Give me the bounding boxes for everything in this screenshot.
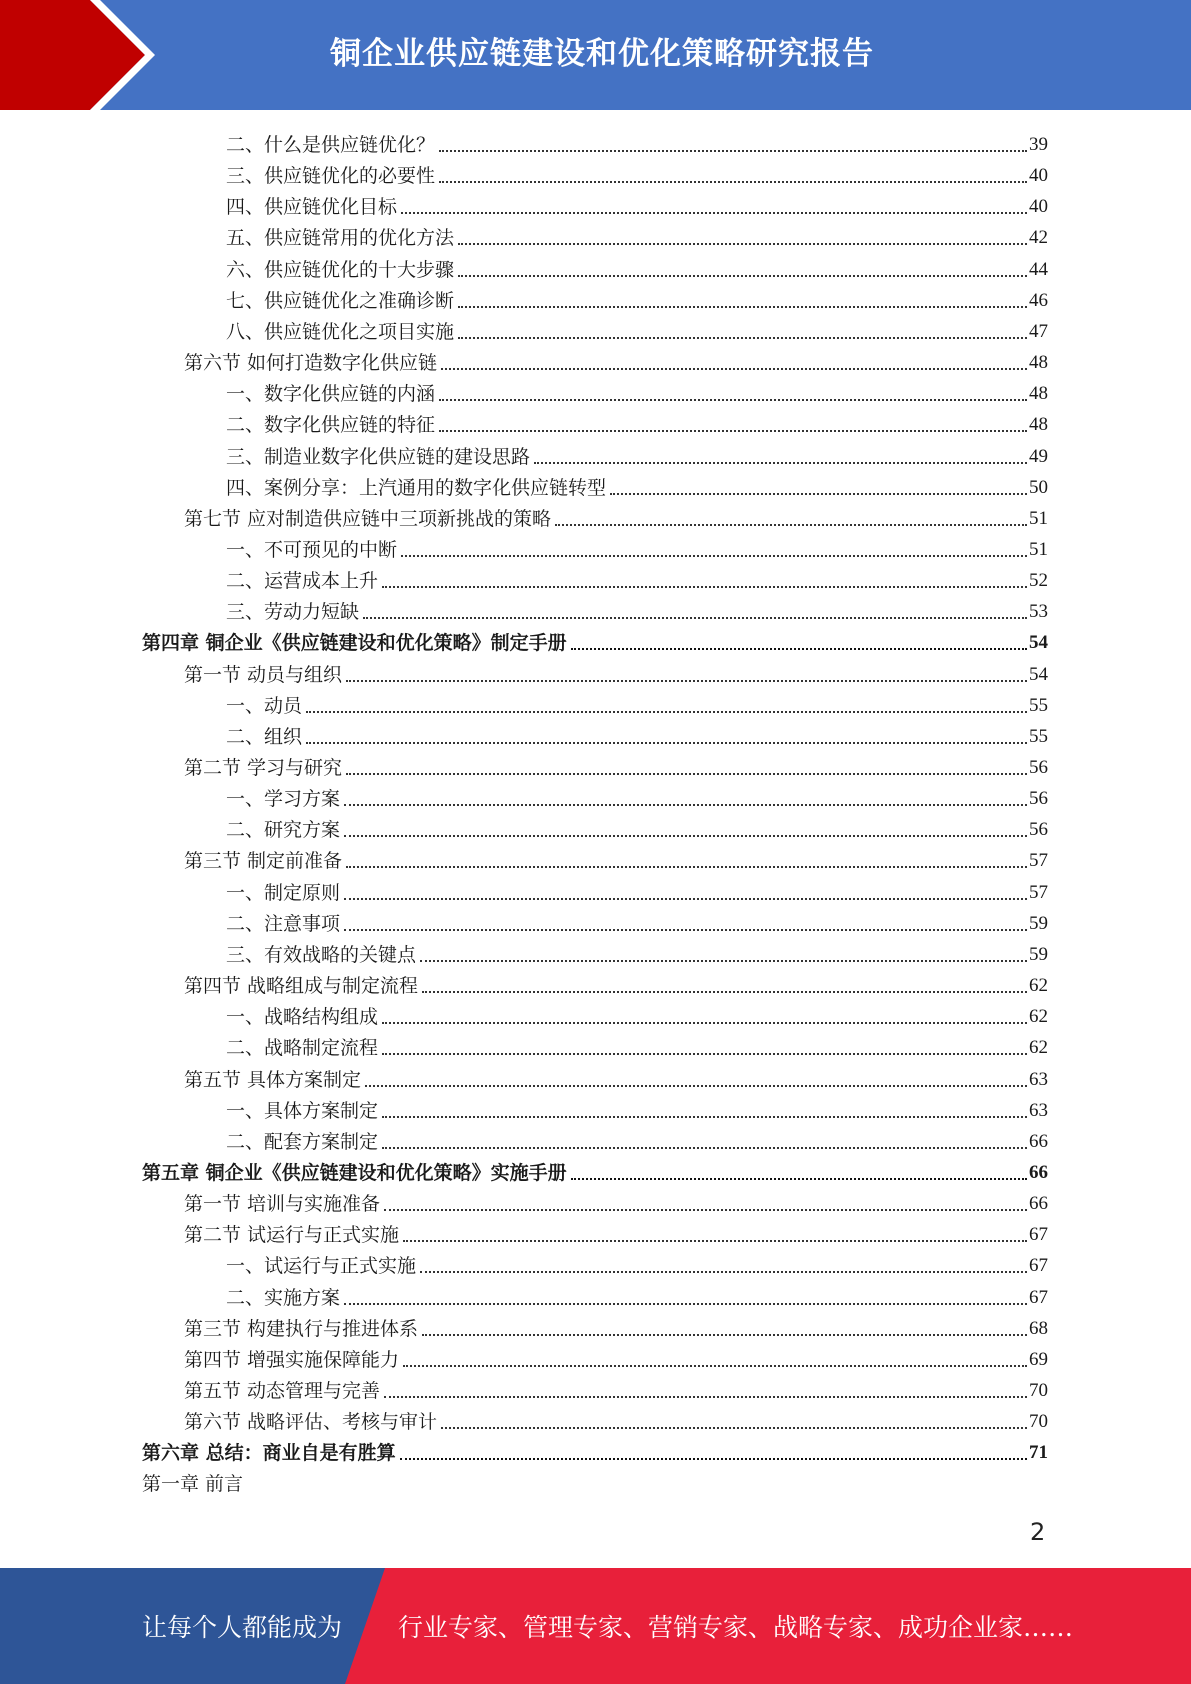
toc-dot-leader xyxy=(344,898,1027,900)
toc-entry-page: 57 xyxy=(1029,850,1048,872)
toc-dot-leader xyxy=(382,1147,1027,1149)
toc-entry-label: 一、战略结构组成 xyxy=(226,1006,379,1029)
toc-entry-page: 68 xyxy=(1029,1317,1048,1339)
toc-entry-label: 二、实施方案 xyxy=(226,1286,341,1309)
toc-entry-label: 第五章 铜企业《供应链建设和优化策略》实施手册 xyxy=(142,1161,567,1184)
toc-dot-leader xyxy=(382,1053,1027,1055)
toc-entry[interactable] xyxy=(226,190,1048,220)
toc-dot-leader xyxy=(441,368,1027,370)
toc-entry-label: 三、供应链优化的必要性 xyxy=(226,165,436,188)
toc-dot-leader xyxy=(306,711,1027,713)
toc-entry[interactable] xyxy=(184,1063,1048,1093)
toc-dot-leader xyxy=(420,1271,1027,1273)
toc-dot-leader xyxy=(346,866,1027,868)
toc-entry-label: 四、供应链优化目标 xyxy=(226,196,398,219)
toc-entry[interactable] xyxy=(226,159,1048,189)
toc-entry-label: 一、动员 xyxy=(226,694,303,717)
toc-entry[interactable] xyxy=(226,720,1048,750)
toc-entry[interactable] xyxy=(226,876,1048,906)
toc-entry[interactable] xyxy=(184,844,1048,874)
toc-entry-page: 67 xyxy=(1029,1286,1048,1308)
toc-entry-label: 三、劳动力短缺 xyxy=(226,601,360,624)
toc-dot-leader xyxy=(403,1365,1027,1367)
toc-dot-leader xyxy=(306,742,1027,744)
toc-entry-page: 56 xyxy=(1029,788,1048,810)
toc-entry-page: 50 xyxy=(1029,476,1048,498)
toc-dot-leader xyxy=(439,150,1027,152)
toc-entry-page: 62 xyxy=(1029,975,1048,997)
footer-motto-left: 让每个人都能成为 xyxy=(142,1613,343,1642)
toc-entry-label: 二、研究方案 xyxy=(226,819,341,842)
toc-entry[interactable] xyxy=(226,564,1048,594)
toc-dot-leader xyxy=(400,1458,1027,1460)
toc-entry-label: 七、供应链优化之准确诊断 xyxy=(226,289,455,312)
toc-entry[interactable] xyxy=(226,1125,1048,1155)
toc-dot-leader xyxy=(441,1427,1027,1429)
toc-entry-page: 59 xyxy=(1029,912,1048,934)
toc-dot-leader xyxy=(458,275,1027,277)
toc-dot-leader xyxy=(346,680,1027,682)
toc-dot-leader xyxy=(571,1178,1027,1180)
toc-dot-leader xyxy=(344,804,1027,806)
toc-dot-leader xyxy=(382,586,1027,588)
toc-entry-page: 42 xyxy=(1029,227,1048,249)
toc-entry-label: 第七节 应对制造供应链中三项新挑战的策略 xyxy=(184,507,552,530)
toc-dot-leader xyxy=(458,337,1027,339)
toc-entry-page: 39 xyxy=(1029,134,1048,155)
toc-entry-label: 六、供应链优化的十大步骤 xyxy=(226,258,455,281)
toc-entry-label: 第五节 具体方案制定 xyxy=(184,1068,362,1091)
toc-entry[interactable] xyxy=(226,128,1048,158)
toc-entry[interactable] xyxy=(226,377,1048,407)
toc-dot-leader xyxy=(555,524,1027,526)
toc-dot-leader xyxy=(363,617,1027,619)
toc-entry[interactable] xyxy=(184,658,1048,688)
toc-dot-leader xyxy=(439,399,1027,401)
toc-entry[interactable] xyxy=(226,1000,1048,1030)
toc-dot-leader xyxy=(344,835,1027,837)
toc-entry-label: 第三节 制定前准备 xyxy=(184,850,343,873)
toc-dot-leader xyxy=(382,1116,1027,1118)
toc-entry-page: 62 xyxy=(1029,1006,1048,1028)
toc-entry-label: 一、不可预见的中断 xyxy=(226,538,398,561)
toc-entry-page: 48 xyxy=(1029,352,1048,374)
toc-entry-label: 第六节 战略评估、考核与审计 xyxy=(184,1411,438,1434)
toc-dot-leader xyxy=(422,991,1027,993)
toc-dot-leader xyxy=(420,960,1027,962)
red-chevron-icon xyxy=(0,0,160,110)
toc-entry-label: 第二节 学习与研究 xyxy=(184,757,343,779)
toc-entry-page: 71 xyxy=(1029,1442,1048,1464)
toc-dot-leader xyxy=(384,1209,1027,1211)
toc-dot-leader xyxy=(571,648,1027,650)
toc-entry-page: 55 xyxy=(1029,694,1048,716)
toc-entry-label: 八、供应链优化之项目实施 xyxy=(226,320,455,343)
toc-entry-label: 第一节 动员与组织 xyxy=(184,663,343,686)
toc-entry-label: 五、供应链常用的优化方法 xyxy=(226,227,455,250)
toc-entry-page: 51 xyxy=(1029,507,1048,529)
toc-entry-label: 二、配套方案制定 xyxy=(226,1130,379,1153)
toc-entry[interactable] xyxy=(226,408,1048,438)
toc-entry[interactable] xyxy=(142,1156,1048,1186)
toc-entry-page: 40 xyxy=(1029,165,1048,187)
toc-entry[interactable] xyxy=(226,1031,1048,1061)
toc-entry[interactable] xyxy=(226,938,1048,968)
toc-entry-page: 54 xyxy=(1029,632,1048,654)
toc-entry-page: 67 xyxy=(1029,1224,1048,1246)
toc-entry-page: 70 xyxy=(1029,1380,1048,1401)
page-footer xyxy=(0,1568,1191,1684)
toc-entry-label: 二、运营成本上升 xyxy=(226,570,379,593)
toc-entry[interactable] xyxy=(184,1374,1048,1404)
toc-dot-leader xyxy=(344,1303,1027,1305)
toc-entry-label: 第三节 构建执行与推进体系 xyxy=(184,1317,419,1340)
toc-dot-leader xyxy=(458,306,1027,308)
toc-entry[interactable] xyxy=(226,1094,1048,1124)
toc-entry[interactable] xyxy=(226,1249,1048,1279)
toc-entry-page: 59 xyxy=(1029,943,1048,965)
toc-entry[interactable] xyxy=(226,221,1048,251)
toc-dot-leader xyxy=(422,1334,1027,1336)
toc-entry-page: 46 xyxy=(1029,289,1048,311)
toc-entry-label: 一、数字化供应链的内涵 xyxy=(226,383,436,406)
toc-entry-page: 70 xyxy=(1029,1411,1048,1433)
toc-entry-page: 66 xyxy=(1029,1161,1048,1183)
toc-entry-label: 二、注意事项 xyxy=(226,912,341,935)
toc-dot-leader xyxy=(401,212,1027,214)
toc-entry-label: 第一章 前言 xyxy=(142,1473,244,1496)
toc-entry-label: 第六章 总结：商业自是有胜算 xyxy=(142,1442,396,1465)
toc-entry-label: 三、制造业数字化供应链的建设思路 xyxy=(226,445,531,468)
toc-entry[interactable] xyxy=(226,782,1048,812)
toc-entry[interactable] xyxy=(184,1312,1048,1342)
toc-entry[interactable] xyxy=(226,1281,1048,1311)
toc-entry-page: 56 xyxy=(1029,819,1048,841)
toc-dot-leader xyxy=(365,1085,1027,1087)
toc-entry[interactable] xyxy=(226,907,1048,937)
toc-dot-leader xyxy=(382,1022,1027,1024)
toc-entry-page: 51 xyxy=(1029,538,1048,560)
toc-entry-label: 一、制定原则 xyxy=(226,881,341,904)
toc-entry-page: 40 xyxy=(1029,196,1048,218)
toc-entry-label: 二、战略制定流程 xyxy=(226,1037,379,1060)
toc-entry-label: 第四章 铜企业《供应链建设和优化策略》制定手册 xyxy=(142,632,567,655)
toc-entry-label: 第一节 培训与实施准备 xyxy=(184,1193,381,1216)
toc-entry-page: 57 xyxy=(1029,881,1048,903)
toc-dot-leader xyxy=(403,1240,1027,1242)
toc-dot-leader xyxy=(439,430,1027,432)
toc-entry[interactable] xyxy=(184,751,1048,781)
report-title: 铜企业供应链建设和优化策略研究报告 xyxy=(330,36,874,72)
toc-entry-page: 49 xyxy=(1029,445,1048,467)
toc-entry[interactable] xyxy=(184,502,1048,532)
page-header xyxy=(0,0,1191,110)
toc-entry-label: 第四节 战略组成与制定流程 xyxy=(184,975,419,998)
toc-entry-label: 第四节 增强实施保障能力 xyxy=(184,1348,400,1371)
toc-entry-label: 二、组织 xyxy=(226,725,303,748)
toc-entry[interactable] xyxy=(184,1218,1048,1248)
toc-entry-page: 62 xyxy=(1029,1037,1048,1059)
toc-entry-page: 55 xyxy=(1029,725,1048,747)
toc-entry-page: 67 xyxy=(1029,1255,1048,1277)
toc-entry[interactable] xyxy=(226,440,1048,470)
footer-motto-right: 行业专家、管理专家、营销专家、战略专家、成功企业家…… xyxy=(398,1613,1074,1642)
toc-entry-label: 二、数字化供应链的特征 xyxy=(226,414,436,437)
toc-entry-page: 52 xyxy=(1029,570,1048,592)
toc-entry[interactable] xyxy=(142,1436,1048,1466)
toc-entry[interactable] xyxy=(226,315,1048,345)
toc-entry-label: 三、有效战略的关键点 xyxy=(226,943,417,966)
toc-dot-leader xyxy=(534,462,1027,464)
toc-entry-page: 48 xyxy=(1029,383,1048,405)
toc-entry-page: 56 xyxy=(1029,757,1048,778)
toc-entry-label: 四、案例分享：上汽通用的数字化供应链转型 xyxy=(226,476,607,499)
toc-entry[interactable] xyxy=(226,595,1048,625)
toc-entry[interactable] xyxy=(226,253,1048,283)
toc-entry[interactable] xyxy=(226,471,1048,501)
page-number: 2 xyxy=(1030,1518,1046,1546)
toc-dot-leader xyxy=(401,555,1027,557)
toc-entry[interactable] xyxy=(226,813,1048,843)
toc-entry-page: 48 xyxy=(1029,414,1048,436)
toc-entry-page: 44 xyxy=(1029,258,1048,280)
toc-entry-page: 63 xyxy=(1029,1068,1048,1090)
toc-entry-page: 66 xyxy=(1029,1193,1048,1215)
toc-dot-leader xyxy=(344,929,1027,931)
toc-entry-page: 69 xyxy=(1029,1348,1048,1370)
toc-dot-leader xyxy=(610,493,1027,495)
toc-entry[interactable] xyxy=(184,1405,1048,1435)
toc-entry[interactable] xyxy=(142,626,1048,656)
toc-entry-page: 54 xyxy=(1029,663,1048,685)
toc-entry-label: 第二节 试运行与正式实施 xyxy=(184,1224,400,1247)
toc-dot-leader xyxy=(439,181,1027,183)
toc-entry-page: 47 xyxy=(1029,320,1048,342)
toc-entry[interactable] xyxy=(184,969,1048,999)
toc-entry-page: 53 xyxy=(1029,601,1048,623)
toc-entry-page: 66 xyxy=(1029,1130,1048,1152)
toc-entry-label: 第五节 动态管理与完善 xyxy=(184,1380,381,1402)
toc-entry-label: 一、试运行与正式实施 xyxy=(226,1255,417,1278)
toc-entry-label: 二、什么是供应链优化？ xyxy=(226,134,436,156)
toc-entry[interactable] xyxy=(184,346,1048,376)
toc-entry[interactable] xyxy=(226,284,1048,314)
toc-entry[interactable] xyxy=(184,1343,1048,1373)
toc-dot-leader xyxy=(384,1396,1027,1398)
toc-entry-label: 第六节 如何打造数字化供应链 xyxy=(184,352,438,375)
toc-entry[interactable] xyxy=(226,533,1048,563)
toc-entry[interactable] xyxy=(226,689,1048,719)
toc-entry-label: 一、学习方案 xyxy=(226,788,341,811)
toc-entry-label: 一、具体方案制定 xyxy=(226,1099,379,1122)
toc-entry[interactable] xyxy=(184,1187,1048,1217)
toc-dot-leader xyxy=(346,773,1027,775)
toc-dot-leader xyxy=(458,243,1027,245)
toc-entry[interactable] xyxy=(142,1467,1048,1497)
toc-entry-page: 63 xyxy=(1029,1099,1048,1121)
